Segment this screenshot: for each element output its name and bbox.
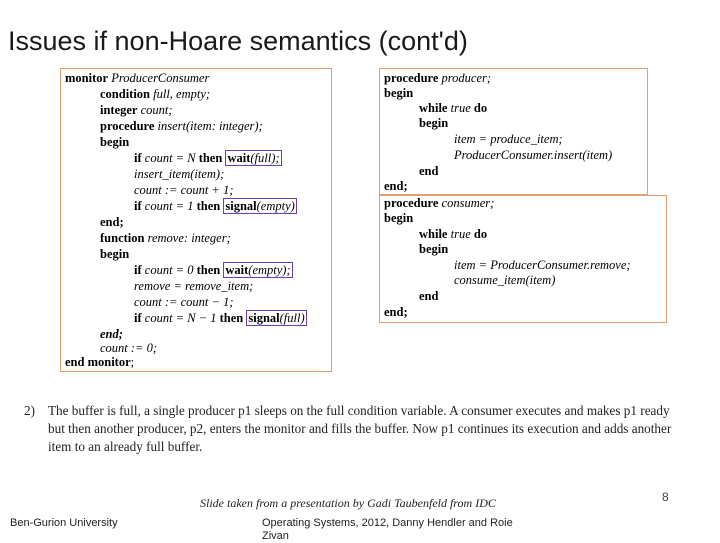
code-line: count := 0; <box>100 341 158 355</box>
code-line: end monitor; <box>65 355 135 369</box>
code-line: monitor ProducerConsumer <box>65 71 210 85</box>
consumer-code-box <box>379 195 667 323</box>
footer-university: Ben-Gurion University <box>10 517 118 529</box>
code-line: remove = remove_item; <box>134 279 254 293</box>
monitor-code-box <box>60 68 332 372</box>
code-line: while true do <box>419 101 488 115</box>
code-line: begin <box>419 242 449 256</box>
code-line: end; <box>384 179 408 193</box>
code-line: while true do <box>419 227 488 241</box>
signal-full-highlight: signal(full) <box>248 311 305 325</box>
code-line: begin <box>384 211 414 225</box>
code-line: begin <box>100 135 130 149</box>
code-line: ProducerConsumer.insert(item) <box>454 148 613 162</box>
code-line: end; <box>100 327 123 341</box>
code-line: consume_item(item) <box>454 273 556 287</box>
slide-title: Issues if non-Hoare semantics (cont'd) <box>8 26 468 56</box>
code-line: end; <box>100 215 124 229</box>
page-number: 8 <box>662 490 669 504</box>
code-line: begin <box>384 86 414 100</box>
wait-full-highlight: wait(full); <box>227 151 280 165</box>
note-number: 2) <box>24 403 35 418</box>
code-line: procedure insert(item: integer); <box>100 119 263 133</box>
code-line: if count = 0 then wait(empty); <box>134 263 291 277</box>
producer-code-box <box>379 68 648 195</box>
code-line: end <box>419 289 439 303</box>
note-text: The buffer is full, a single producer p1 sleeps on the full condition variable. A consumer executes and makes p1 ready but then another producer, p2, enters the monitor and fills the buffer. Now p1 continues its execution and adds another item to an already full buffer. <box>48 403 672 454</box>
code-line: item = ProducerConsumer.remove; <box>454 258 631 272</box>
code-line: function remove: integer; <box>100 231 231 245</box>
code-line: condition full, empty; <box>100 87 211 101</box>
code-line: count := count + 1; <box>134 183 234 197</box>
code-line: integer count; <box>100 103 173 117</box>
slide-credit: Slide taken from a presentation by Gadi Taubenfeld from IDC <box>200 496 496 510</box>
code-line: insert_item(item); <box>134 167 225 181</box>
code-line: if count = N then wait(full); <box>134 151 280 165</box>
code-line: if count = 1 then signal(empty) <box>134 199 295 213</box>
code-line: procedure producer; <box>384 71 492 85</box>
code-line: item = produce_item; <box>454 132 563 146</box>
code-line: count := count − 1; <box>134 295 234 309</box>
code-line: end; <box>384 305 408 319</box>
signal-empty-highlight: signal(empty) <box>225 199 295 213</box>
code-line: end <box>419 164 439 178</box>
code-line: begin <box>100 247 130 261</box>
wait-empty-highlight: wait(empty); <box>225 263 291 277</box>
code-line: procedure consumer; <box>384 196 495 210</box>
code-line: if count = N − 1 then signal(full) <box>134 311 305 325</box>
code-line: begin <box>419 116 449 130</box>
footer-course: Operating Systems, 2012, Danny Hendler and Roie Zivan <box>262 517 513 542</box>
